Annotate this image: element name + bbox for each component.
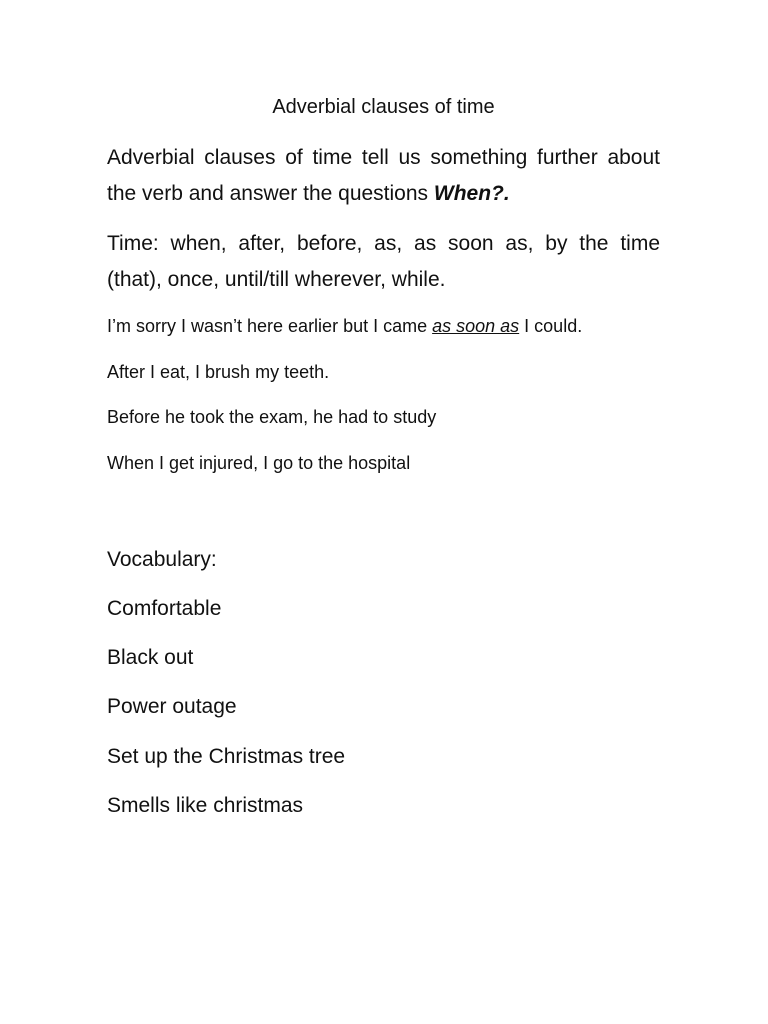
vocabulary-item: Smells like christmas xyxy=(107,793,304,817)
example-highlight: as soon as xyxy=(432,316,520,336)
example-text-before: I’m sorry I wasn’t here earlier but I came xyxy=(107,316,433,336)
example-sentence xyxy=(107,313,667,339)
vocabulary-item: Power outage xyxy=(107,695,237,719)
document-title: Adverbial clauses of time xyxy=(272,96,495,118)
example-sentence: When I get injured, I go to the hospital xyxy=(107,453,411,473)
example-sentence: Before he took the exam, he had to study xyxy=(107,407,437,427)
intro-text: Adverbial clauses of time tell us something further about the verb and answer the questions xyxy=(107,146,660,205)
intro-emphasis: When?. xyxy=(433,182,510,205)
example-text-after: I could. xyxy=(519,316,583,336)
time-words-paragraph: Time: when, after, before, as, as soon as, by the time (that), once, until/till wherever, while. xyxy=(107,232,660,291)
vocabulary-item: Comfortable xyxy=(107,597,222,620)
vocabulary-heading: Vocabulary: xyxy=(107,548,217,571)
intro-paragraph xyxy=(107,140,660,212)
example-sentence: After I eat, I brush my teeth. xyxy=(107,362,330,382)
vocabulary-list xyxy=(107,594,345,840)
vocabulary-item: Black out xyxy=(107,646,194,670)
vocabulary-item: Set up the Christmas tree xyxy=(107,744,346,768)
